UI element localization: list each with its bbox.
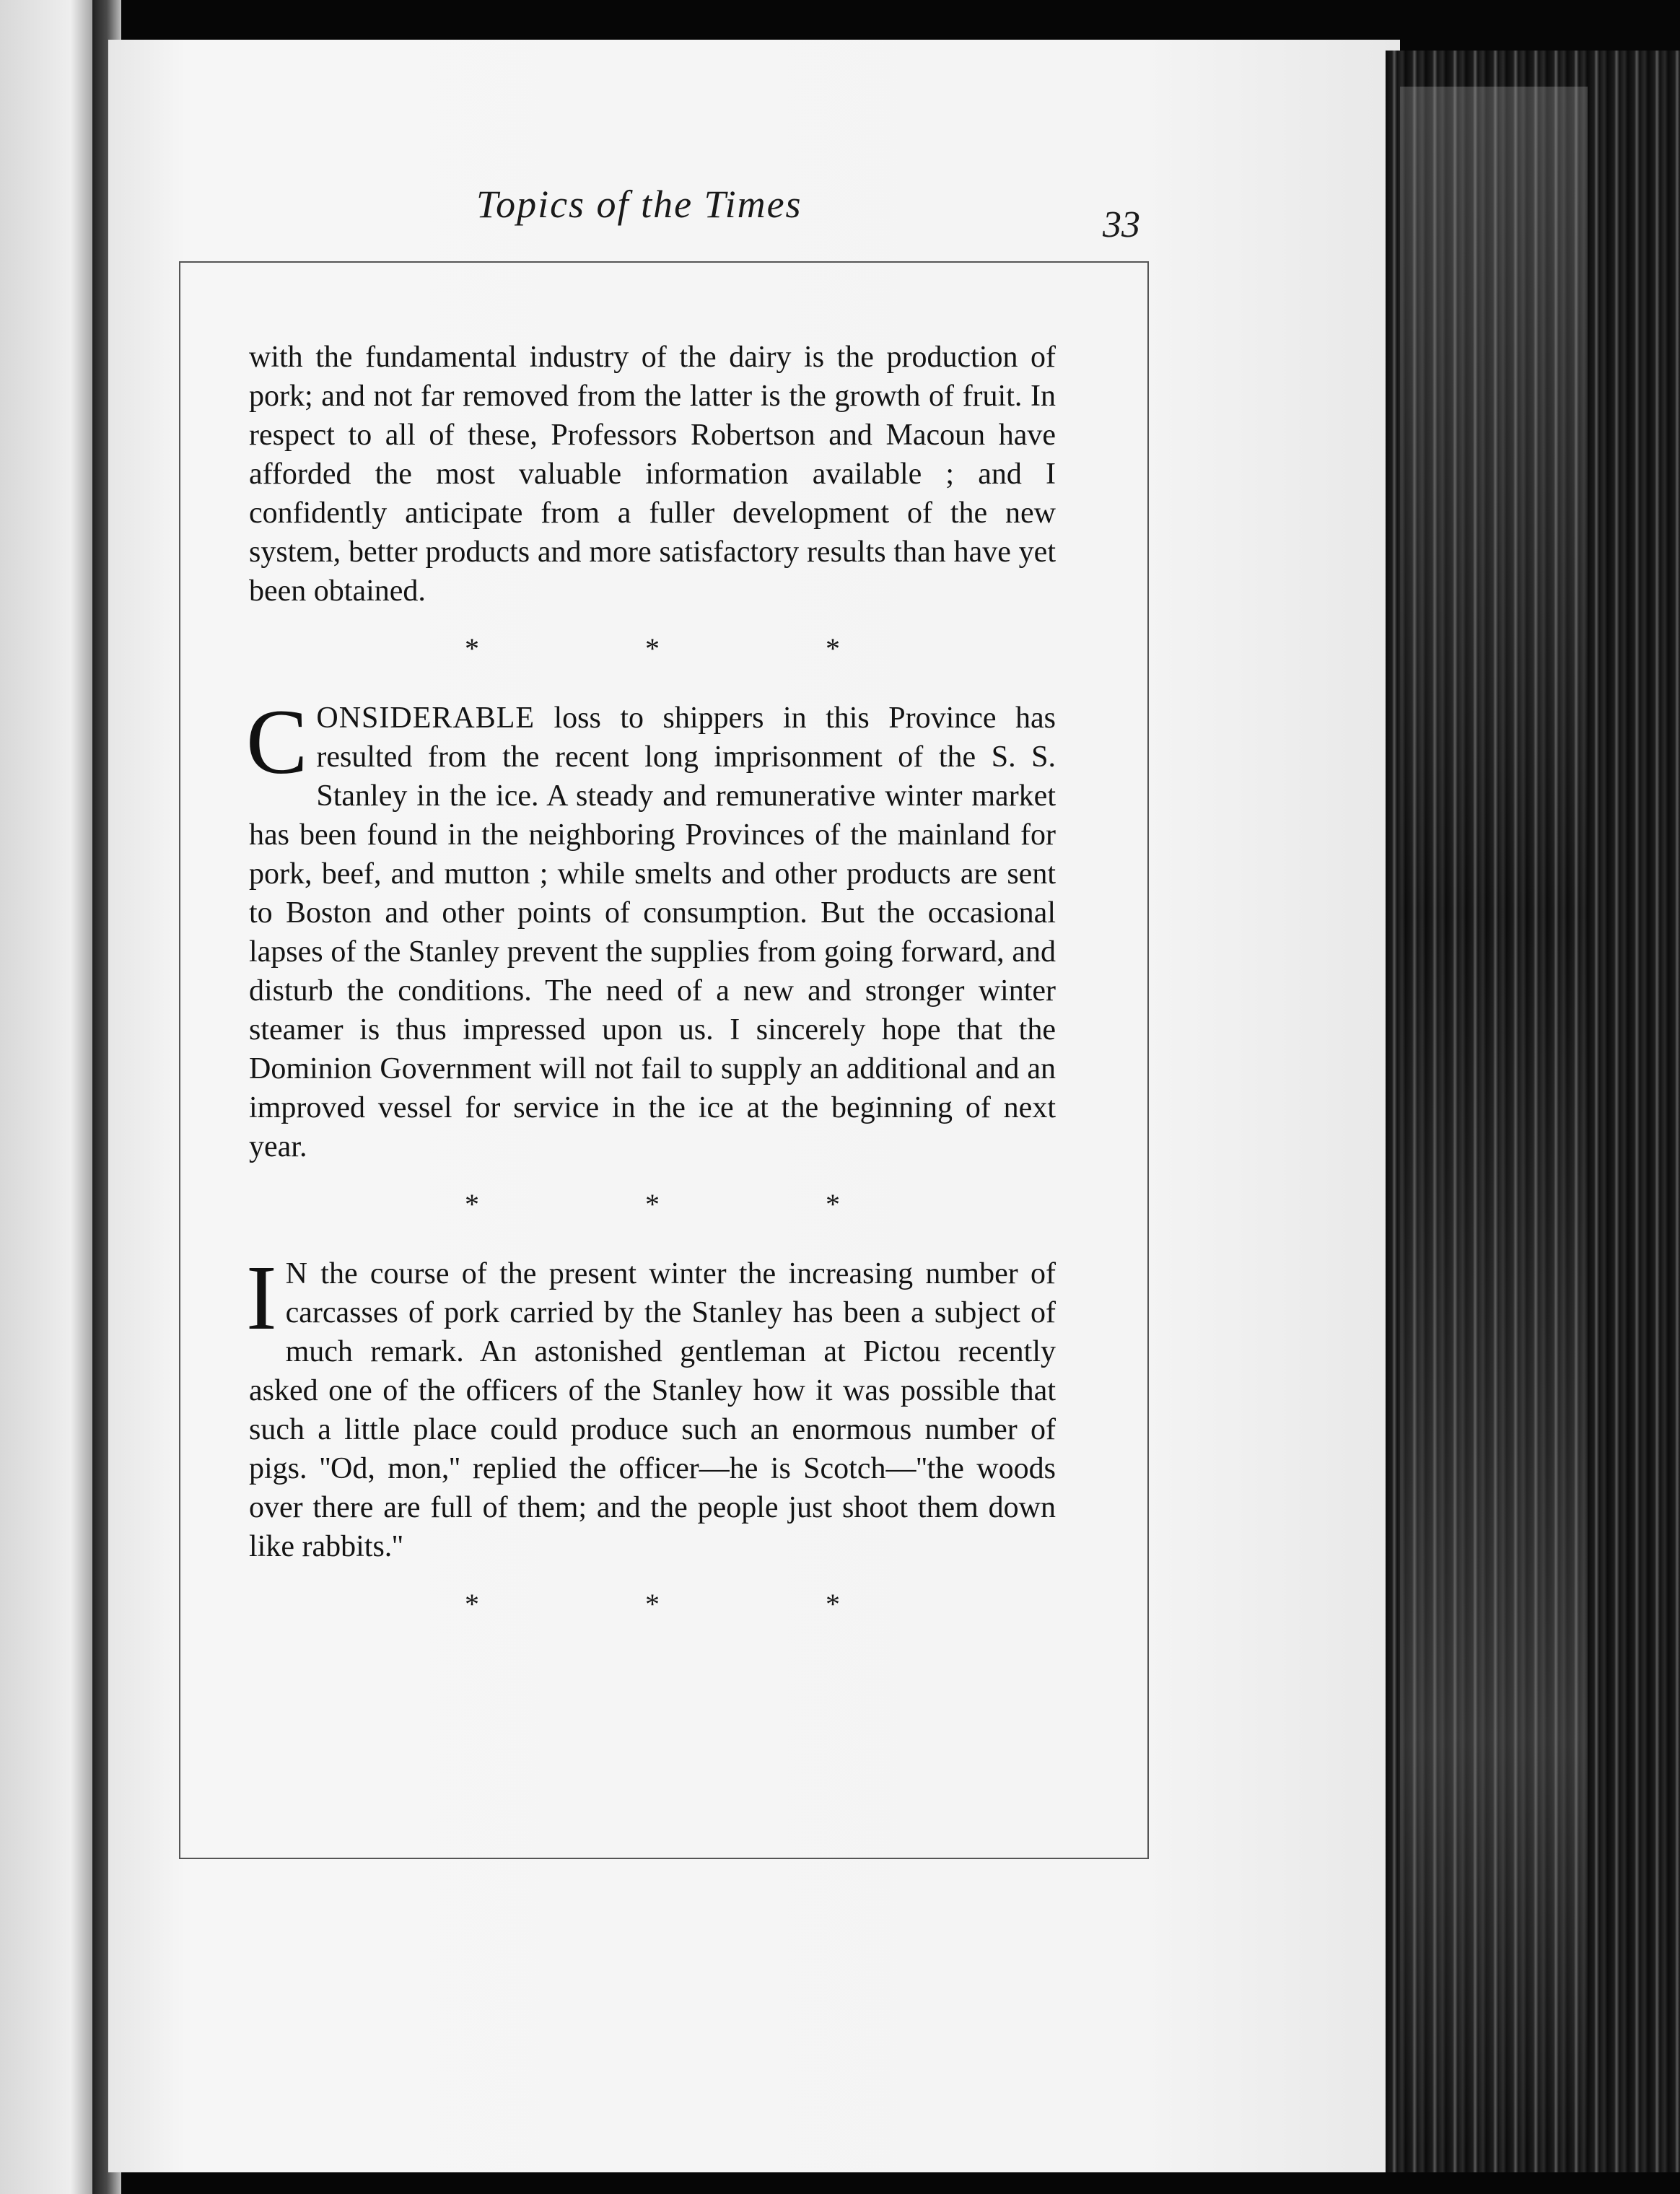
paragraph-lead-word: N: [285, 1257, 308, 1290]
paragraph-dairy-pork-fruit: with the fundamental industry of the dairy is the production of pork; and not far removed from the latter is the growth of fruit. In respect to all of these, Professors Robertson and Macoun have afforded the most valuable information available ; and I confidently anticipate from a fuller development of the new system, better products and more satisfactory results than have yet been obtained.: [249, 341, 1056, 608]
facing-page-edge: [0, 0, 101, 2194]
paragraph-stanley-ice: [246, 691, 1056, 1166]
section-separator: * * *: [465, 1588, 919, 1620]
paragraph-text: the course of the present winter the increasing number of carcasses of pork carried by the Stanley has been a subject of much remark. An astonished gentleman at Pictou recently asked one of the officers of the Stanley how it was possible that such a little place could produce such an enormous number of pigs. ''Od, mon,'' replied the officer—he is Scotch—''the woods over there are full of them; and the people just shoot them down like rabbits.'': [249, 1257, 1056, 1563]
paragraph-text: loss to shippers in this Province has resulted from the recent long imprisonment of the S. S. Stanley in the ice. A steady and remunerative winter market has been found in the neighboring Provinces of the mainland for pork, beef, and mutton ; while smelts and other products are sent to Boston and other points of consumption. But the occasional lapses of the Stanley prevent the supplies from going forward, and disturb the conditions. The need of a new and stronger winter steamer is thus impressed upon us. I sincerely hope that the Dominion Government will not fail to supply an additional and an improved vessel for service in the ice at the beginning of next year.: [249, 702, 1056, 1163]
drop-cap-letter: C: [246, 691, 308, 793]
section-separator: * * *: [465, 632, 919, 665]
article-body: [246, 338, 1056, 1654]
page-edges-shading: [1400, 87, 1588, 2151]
drop-cap-letter: I: [246, 1246, 277, 1349]
paragraph-lead-word: ONSIDERABLE: [316, 702, 535, 735]
page-number: 33: [1103, 204, 1140, 245]
running-head-title: Topics of the Times: [476, 183, 802, 226]
paragraph-pork-carcasses: [246, 1246, 1056, 1566]
section-separator: * * *: [465, 1188, 919, 1220]
